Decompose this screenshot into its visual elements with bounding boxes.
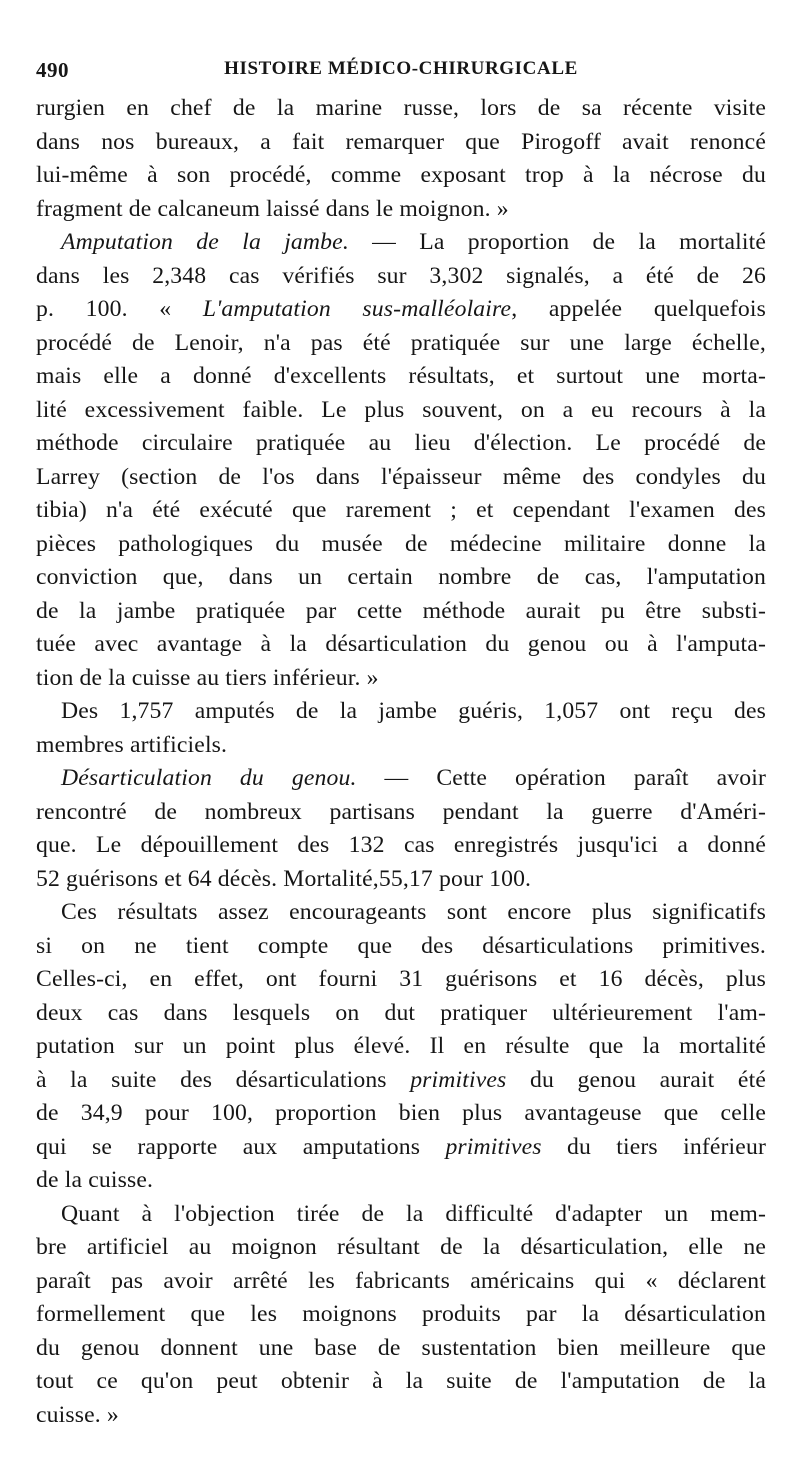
text-line — [36, 1097, 766, 1131]
text-segment: du genou aurait été — [506, 1066, 766, 1093]
text-segment: tibia) n'a été exécuté que rarement ; et cependant l'examen des — [36, 497, 766, 523]
text-segment: paraît pas avoir arrêté les fabricants américains qui « déclarent — [36, 1267, 766, 1294]
text-segment: rencontré de nombreux partisans pendant la guerre d'Améri- — [36, 798, 766, 825]
text-line — [36, 193, 766, 227]
italic-text: Amputation de la jambe. — [61, 229, 349, 255]
text-line — [36, 394, 766, 428]
text-line — [36, 1164, 766, 1198]
text-line — [36, 1399, 766, 1433]
text-segment: de la jambe pratiquée par cette méthode aurait pu être substi- — [36, 597, 766, 624]
body-text — [36, 92, 766, 1432]
text-line — [36, 997, 766, 1031]
running-title: HISTOIRE MÉDICO-CHIRURGICALE — [224, 58, 578, 79]
text-line — [36, 528, 766, 562]
text-segment: , appelée quelquefois — [511, 296, 766, 322]
text-segment: Larrey (section de l'os dans l'épaisseur même des condyles du — [36, 463, 766, 490]
text-line — [36, 863, 766, 897]
text-segment: de 34,9 pour 100, proportion bien plus avantageuse que celle — [36, 1100, 766, 1126]
text-segment: procédé de Lenoir, n'a pas été pratiquée sur une large échelle, — [36, 329, 766, 356]
text-segment: du genou donnent une base de sustentation bien meilleure que — [36, 1334, 766, 1361]
text-segment: p. 100. « — [36, 296, 203, 322]
text-line — [36, 1064, 766, 1098]
text-segment: Ces résultats assez encourageants sont encore plus significatifs — [61, 899, 766, 925]
text-segment: tuée avec avantage à la désarticulation du genou ou à l'amputa- — [36, 631, 766, 657]
text-line — [36, 260, 766, 294]
text-segment: rurgien en chef de la marine russe, lors de sa récente visite — [36, 95, 766, 121]
text-line — [36, 695, 766, 729]
text-segment: que. Le dépouillement des 132 cas enregistrés jusqu'ici a donné — [36, 832, 766, 858]
text-segment: membres artificiels. — [36, 731, 228, 758]
text-segment: conviction que, dans un certain nombre de cas, l'amputation — [36, 564, 766, 590]
text-line — [36, 1198, 766, 1232]
text-line — [36, 796, 766, 830]
italic-text: primitives — [410, 1066, 507, 1093]
text-segment: formellement que les moignons produits par la désarticulation — [36, 1301, 766, 1327]
text-segment: — Cette opération paraît avoir — [356, 765, 767, 791]
page-header — [36, 58, 766, 92]
text-line — [36, 159, 766, 193]
italic-text: primitives — [445, 1133, 542, 1160]
text-segment: cuisse. » — [36, 1401, 119, 1428]
italic-text: L'amputation sus-malléolaire — [202, 296, 512, 322]
text-line — [36, 1365, 766, 1399]
text-line — [36, 293, 766, 327]
text-segment: tout ce qu'on peut obtenir à la suite de l'amputation de la — [36, 1368, 766, 1394]
text-segment: putation sur un point plus élevé. Il en résulte que la mortalité — [36, 1033, 766, 1059]
italic-text: Désarticulation du genou. — [61, 765, 357, 791]
text-segment: — La proportion de la mortalité — [348, 229, 766, 255]
text-line — [36, 595, 766, 629]
text-segment: mais elle a donné d'excellents résultats, et surtout une morta- — [36, 363, 766, 389]
text-segment: tion de la cuisse au tiers inférieur. » — [36, 664, 379, 691]
text-segment: dans les 2,348 cas vérifiés sur 3,302 signalés, a été de 26 — [36, 262, 766, 289]
text-line — [36, 126, 766, 160]
text-segment: de la cuisse. — [36, 1167, 154, 1193]
page-number: 490 — [36, 58, 69, 82]
text-segment: Celles-ci, en effet, ont fourni 31 guérisons et 16 décès, plus — [36, 966, 766, 992]
text-segment: lité excessivement faible. Le plus souvent, on a eu recours à la — [36, 396, 766, 423]
text-line — [36, 427, 766, 461]
text-line — [36, 226, 766, 260]
text-segment: du tiers inférieur — [541, 1133, 766, 1160]
text-segment: Des 1,757 amputés de la jambe guéris, 1,057 ont reçu des — [61, 698, 766, 724]
text-line — [36, 662, 766, 696]
text-line — [36, 628, 766, 662]
text-segment: pièces pathologiques du musée de médecine militaire donne la — [36, 530, 766, 557]
text-segment: à la suite des désarticulations — [36, 1066, 411, 1093]
text-segment: deux cas dans lesquels on dut pratiquer ultérieurement l'am- — [36, 999, 766, 1026]
text-line — [36, 1131, 766, 1165]
text-segment: bre artificiel au moignon résultant de la désarticulation, elle ne — [36, 1234, 766, 1260]
text-line — [36, 327, 766, 361]
text-segment: qui se rapporte aux amputations — [36, 1133, 446, 1160]
text-line — [36, 1231, 766, 1265]
text-line — [36, 930, 766, 964]
text-line — [36, 896, 766, 930]
text-line — [36, 1265, 766, 1299]
text-line — [36, 1030, 766, 1064]
text-segment: 52 guérisons et 64 décès. Mortalité,55,17 pour 100. — [36, 865, 532, 892]
text-line — [36, 1332, 766, 1366]
text-segment: fragment de calcaneum laissé dans le moignon. » — [36, 195, 509, 222]
text-segment: lui-même à son procédé, comme exposant trop à la nécrose du — [36, 162, 766, 188]
text-line — [36, 729, 766, 763]
text-line — [36, 1298, 766, 1332]
text-line — [36, 762, 766, 796]
text-line — [36, 494, 766, 528]
text-line — [36, 92, 766, 126]
text-segment: méthode circulaire pratiquée au lieu d'élection. Le procédé de — [36, 430, 766, 456]
text-segment: si on ne tient compte que des désarticulations primitives. — [36, 932, 766, 959]
text-line — [36, 360, 766, 394]
text-segment: Quant à l'objection tirée de la difficulté d'adapter un mem- — [61, 1200, 766, 1227]
book-page — [36, 58, 766, 1432]
text-line — [36, 461, 766, 495]
text-line — [36, 963, 766, 997]
text-line — [36, 561, 766, 595]
text-line — [36, 829, 766, 863]
text-segment: dans nos bureaux, a fait remarquer que Pirogoff avait renoncé — [36, 128, 766, 155]
